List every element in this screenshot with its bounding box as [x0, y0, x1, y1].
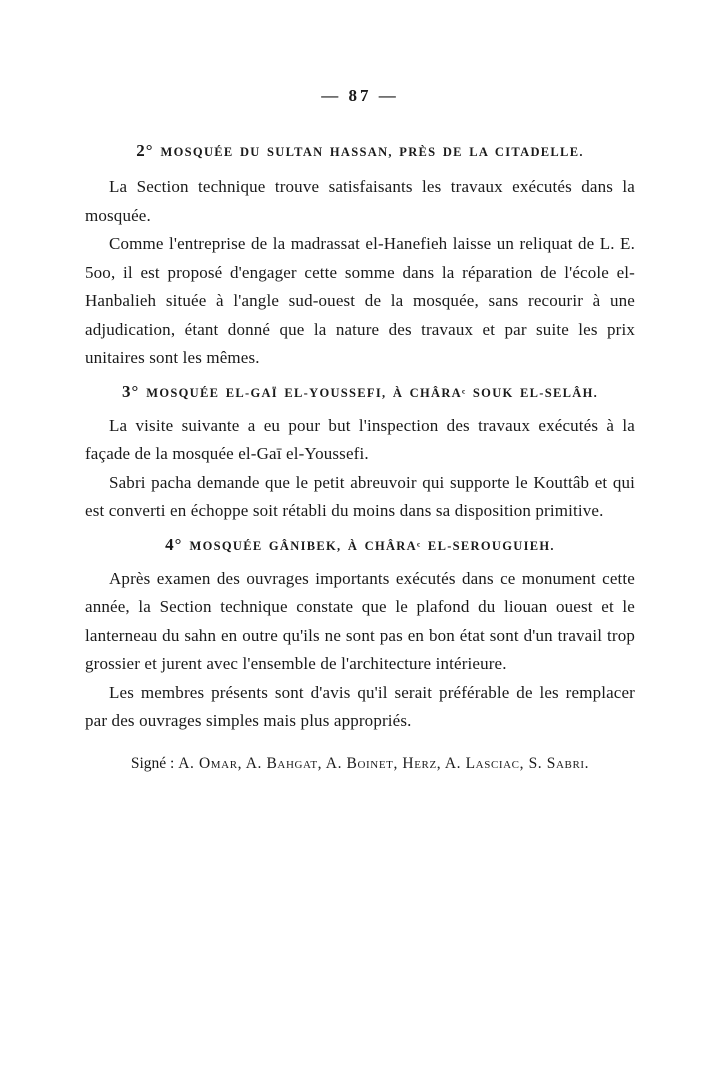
signature-names: A. Omar, A. Bahgat, A. Boinet, Herz, A. Lasciac, S. Sabri. — [178, 754, 590, 772]
paragraph: Sabri pacha demande que le petit abreuvoir qui supporte le Kouttâb et qui est converti en échoppe soit rétabli du moins dans sa disposition primitive. — [85, 472, 635, 520]
section-heading — [85, 383, 635, 402]
section-title: MOSQUÉE GÂNIBEK, À CHÂRAᶜ EL-SEROUGUIEH. — [189, 538, 555, 553]
document-section — [85, 383, 635, 526]
section-number: 2° — [136, 141, 154, 160]
section-title: MOSQUÉE EL-GAÏ EL-YOUSSEFI, À CHÂRAᶜ SOUK EL-SELÂH. — [146, 385, 599, 400]
paragraph: Les membres présents sont d'avis qu'il serait préférable de les remplacer par des ouvrages simples mais plus appropriés. — [85, 682, 635, 730]
section-heading — [85, 536, 635, 555]
page-number: — 87 — — [321, 86, 399, 105]
paragraph: La Section technique trouve satisfaisants les travaux exécutés dans la mosquée. — [85, 177, 635, 225]
section-title: MOSQUÉE DU SULTAN HASSAN, PRÈS DE LA CITADELLE. — [160, 145, 584, 159]
section-number: 3° — [121, 381, 140, 401]
document-section — [85, 536, 635, 736]
paragraph: Comme l'entreprise de la madrassat el-Hanefieh laisse un reliquat de L. E. 5oo, il est proposé d'engager cette somme dans la réparation de l'école el-Hanbalieh située à l'angle sud-ouest de la mosquée, sans recourir à une adjudication, étant donné que la nature des travaux et par suite les prix unitaires sont les mêmes. — [85, 234, 635, 367]
signature-label: Signé : — [130, 754, 175, 772]
section-heading — [85, 142, 635, 161]
signature-line — [85, 754, 635, 774]
paragraph: Après examen des ouvrages importants exécutés dans ce monument cette année, la Section technique constate que le plafond du liouan ouest et le lanterneau du sahn en outre qu'ils ne sont pas en bon état sont d'un travail trop grossier et jurent avec l'ensemble de l'architecture intérieure. — [85, 568, 635, 673]
text-block — [85, 86, 635, 774]
paragraph: La visite suivante a eu pour but l'inspection des travaux exécutés à la façade de la mosquée el-Gaī el-Youssefi. — [85, 415, 635, 463]
document-section — [85, 142, 635, 373]
section-number: 4° — [165, 534, 183, 554]
